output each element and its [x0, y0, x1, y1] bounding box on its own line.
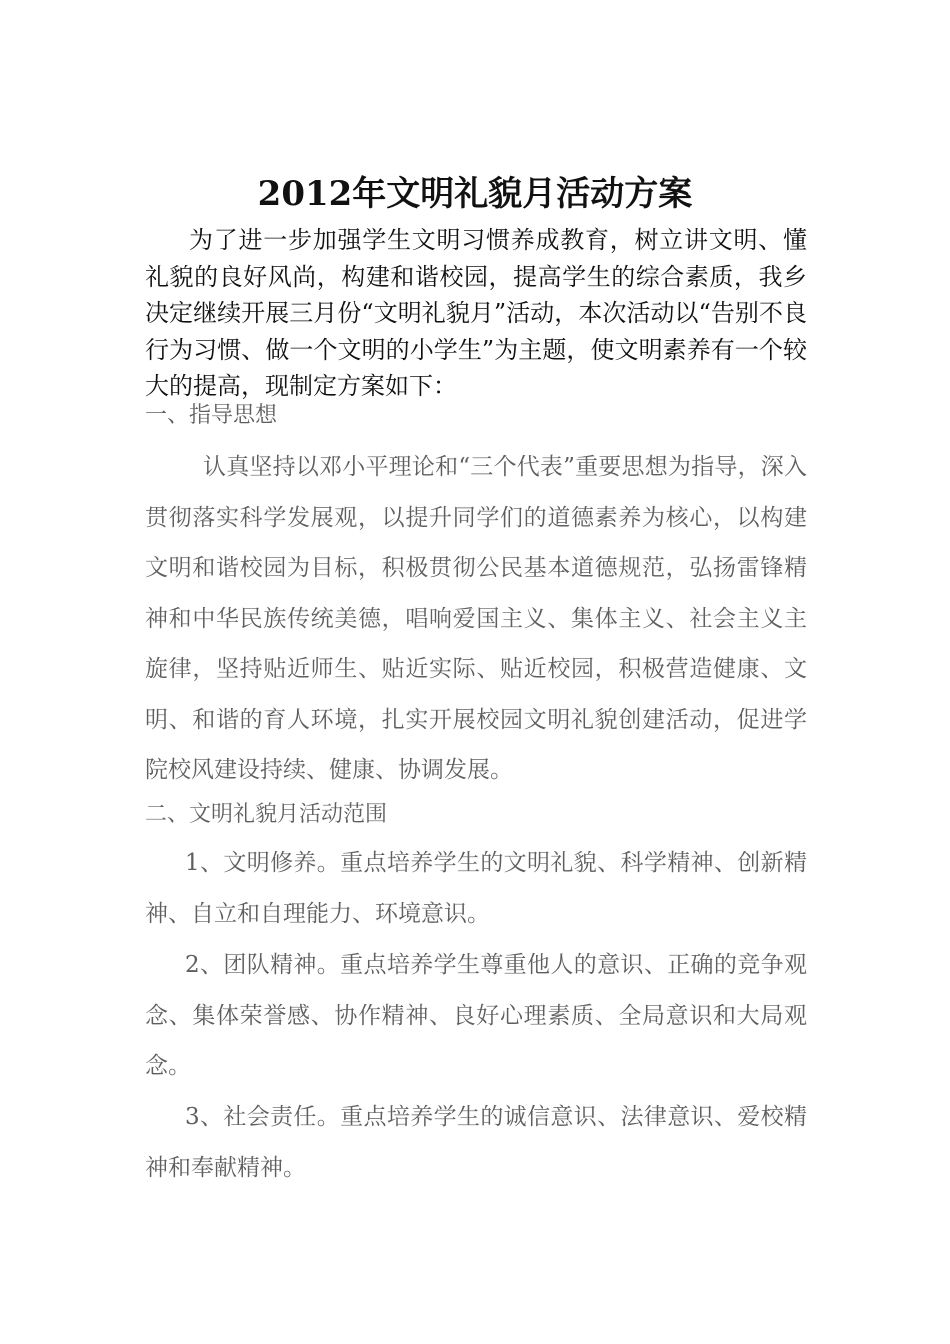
guiding-ideology-paragraph: 认真坚持以邓小平理论和“三个代表”重要思想为指导，深入贯彻落实科学发展观，以提升同学们的道德素养为核心，以构建文明和谐校园为目标，积极贯彻公民基本道德规范，弘扬雷锋精神和中华民族传统美德，唱响爱国主义、集体主义、社会主义主旋律，坚持贴近师生、贴近实际、贴近校园，积极营造健康、文明、和谐的育人环境，扎实开展校园文明礼貌创建活动，促进学院校风建设持续、健康、协调发展。 — [145, 454, 807, 783]
section-heading-guiding-ideology: 一、指导思想 — [145, 403, 278, 428]
section-heading-activity-scope: 二、文明礼貌月活动范围 — [145, 802, 388, 827]
scope-item-team-spirit: 2、团队精神。重点培养学生尊重他人的意识、正确的竞争观念、集体荣誉感、协作精神、良好心理素质、全局意识和大局观念。 — [145, 952, 807, 1079]
scope-item-civility: 1、文明修养。重点培养学生的文明礼貌、科学精神、创新精神、自立和自理能力、环境意识。 — [145, 850, 807, 927]
document-title: 2012年文明礼貌月活动方案 — [257, 174, 693, 214]
scope-item-social-responsibility: 3、社会责任。重点培养学生的诚信意识、法律意识、爱校精神和奉献精神。 — [145, 1104, 807, 1181]
intro-paragraph: 为了进一步加强学生文明习惯养成教育，树立讲文明、懂礼貌的良好风尚，构建和谐校园，提高学生的综合素质，我乡决定继续开展三月份“文明礼貌月”活动，本次活动以“告别不良行为习惯、做一个文明的小学生”为主题，使文明素养有一个较大的提高，现制定方案如下： — [145, 226, 807, 400]
